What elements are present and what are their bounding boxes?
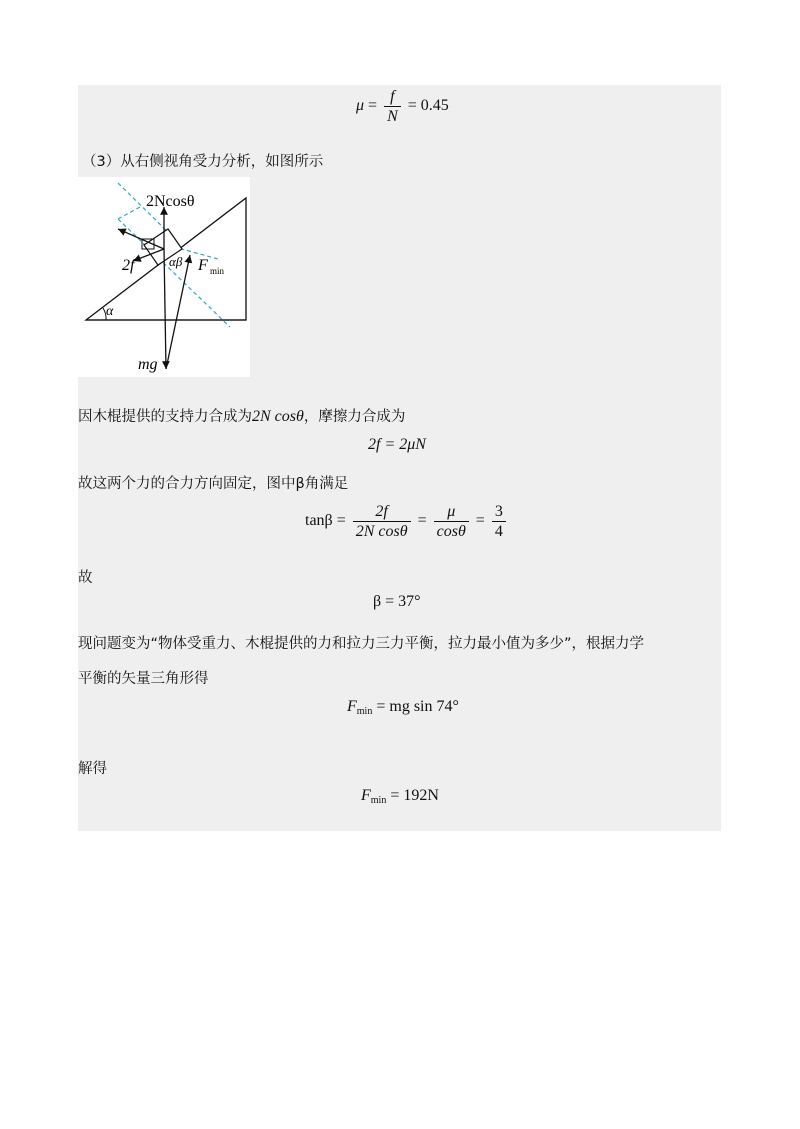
arrow-fmin (166, 255, 190, 369)
frac1-num: 2f (375, 503, 388, 520)
force-diagram-svg (78, 177, 250, 377)
support-line (78, 405, 405, 426)
fmin-rhs: = mg sin 74° (376, 698, 459, 715)
result-f: F (361, 787, 371, 804)
result-sub: min (370, 795, 387, 806)
intro-part3: （3）从右侧视角受力分析，如图所示 (82, 154, 324, 170)
label-fmin-sub: min (210, 266, 225, 276)
dashed-line-c (118, 207, 140, 219)
support-text: 因木棍提供的支持力合成为 (78, 409, 252, 425)
fraction-2f-over-2ncos (353, 503, 411, 540)
equation-friction: 2f = 2μN (368, 436, 426, 453)
frac3-num: 3 (492, 503, 506, 522)
fmin-f: F (347, 698, 357, 715)
friction-text: ，摩擦力合成为 (303, 409, 406, 425)
word-jiede: 解得 (78, 761, 107, 777)
label-mg: mg (138, 356, 158, 373)
result-rhs: = 192N (390, 787, 439, 804)
frac1-den: 2N cosθ (355, 523, 408, 540)
support-expression: 2N cosθ (252, 408, 304, 425)
equation-tan-beta: tanβ = $\frac{2f}{\text{2N cosθ}}$ = $\frac{\mu}{\cos\theta}$ = $\frac{3}{4}$ (305, 503, 509, 540)
mu-symbol: μ (356, 97, 365, 115)
equation-beta: β = 37° (373, 593, 421, 610)
mu-value: 0.45 (420, 97, 449, 115)
force-diagram (78, 177, 250, 377)
fraction-denominator: N (387, 108, 398, 125)
frac2-num: μ (447, 503, 456, 520)
direction-line: 故这两个力的合力方向固定，图中β角满足 (78, 476, 349, 492)
frac3-den: 4 (494, 523, 503, 540)
fraction-f-over-n (384, 88, 401, 125)
frac2-den: cosθ (436, 523, 466, 540)
equation-fmin-result (361, 787, 439, 806)
problem-line-2: 平衡的矢量三角形得 (78, 671, 209, 687)
label-2f: 2f (122, 257, 135, 274)
label-alpha-beta: αβ (169, 254, 183, 269)
fraction-mu-over-cos (434, 503, 469, 540)
label-2ncos: 2Ncosθ (146, 193, 195, 210)
problem-line-1: 现问题变为“物体受重力、木棍提供的力和拉力三力平衡，拉力最小值为多少”，根据力学 (78, 636, 645, 652)
equation-mu: μ = $\frac{f}{N}$ = 0.45 (356, 88, 449, 125)
tan-beta-lhs: tanβ = (305, 512, 346, 530)
fraction-numerator: f (390, 88, 395, 105)
fmin-sub: min (356, 706, 373, 717)
label-fmin: F (198, 257, 208, 274)
label-alpha: α (106, 304, 114, 319)
arrow-mg (164, 249, 166, 369)
fraction-3-over-4 (492, 503, 506, 540)
word-gu: 故 (78, 570, 93, 586)
equation-fmin-expression (347, 698, 459, 717)
